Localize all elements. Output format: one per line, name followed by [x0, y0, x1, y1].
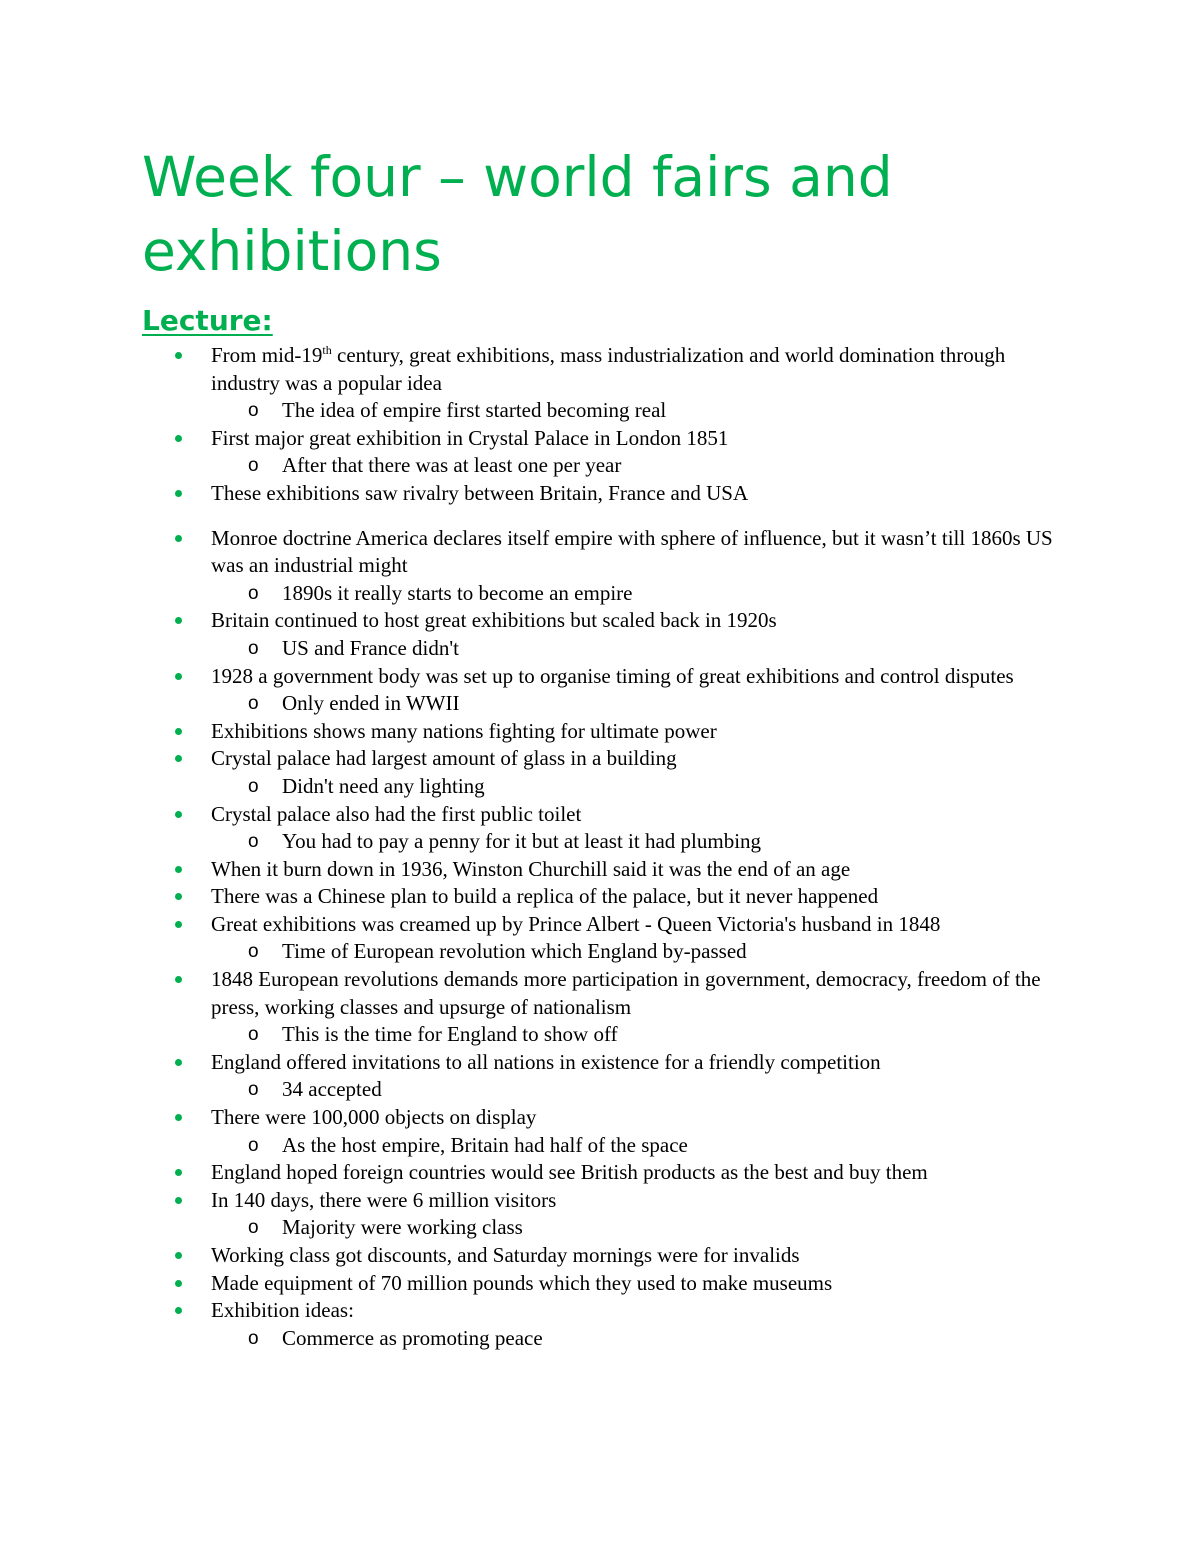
bullet-text: Crystal palace also had the first public toilet: [211, 801, 582, 826]
bullet-dot-icon: [175, 352, 182, 359]
sub-bullet-circle-icon: o: [248, 582, 259, 604]
sub-bullet-circle-icon: o: [248, 831, 259, 853]
bullet-dot-icon: [175, 921, 182, 928]
bullet-text-part: century, great exhibitions, mass industrialization and world domination through industry was a popular idea: [211, 343, 1006, 395]
bullet-item: [0, 1297, 1071, 1325]
bullet-item: [0, 1159, 1071, 1187]
bullet-text: Majority were working class: [282, 1215, 523, 1240]
bullet-text: The idea of empire first started becoming real: [282, 398, 667, 423]
sub-bullet-circle-icon: o: [248, 400, 259, 422]
bullet-text: 34 accepted: [282, 1077, 382, 1102]
bullet-text: Britain continued to host great exhibitions but scaled back in 1920s: [211, 608, 777, 633]
sub-bullet-item: [0, 1325, 1072, 1353]
bullet-item: [0, 718, 1071, 746]
bullet-text: Only ended in WWII: [282, 691, 460, 716]
bullet-item: [0, 966, 1071, 1021]
bullet-dot-icon: [175, 535, 182, 542]
bullet-item: [0, 1049, 1071, 1077]
bullet-dot-icon: [175, 1252, 182, 1259]
bullet-text: England hoped foreign countries would see British products as the best and buy them: [211, 1160, 928, 1185]
bullet-dot-icon: [175, 673, 182, 680]
bullet-dot-icon: [175, 728, 182, 735]
bullet-dot-icon: [175, 1169, 182, 1176]
bullet-text: Working class got discounts, and Saturday mornings were for invalids: [211, 1243, 800, 1267]
bullet-dot-icon: [175, 617, 182, 624]
bullet-item: [0, 856, 1071, 884]
bullet-item: [0, 745, 1071, 773]
bullet-dot-icon: [175, 435, 182, 442]
bullet-text: Exhibition ideas:: [211, 1298, 354, 1323]
sub-bullet-item: [0, 397, 1072, 425]
bullet-dot-icon: [175, 893, 182, 900]
bullet-text: There were 100,000 objects on display: [211, 1105, 537, 1130]
sub-bullet-item: [0, 635, 1072, 663]
bullet-text: 1890s it really starts to become an empire: [282, 580, 633, 605]
sub-bullet-circle-icon: o: [248, 775, 259, 797]
bullet-text: 1928 a government body was set up to organise timing of great exhibitions and control disputes: [211, 663, 1014, 688]
sub-bullet-item: [0, 580, 1072, 608]
bullet-text: This is the time for England to show off: [282, 1022, 618, 1047]
sub-bullet-item: [0, 1076, 1072, 1104]
sub-bullet-item: [0, 1021, 1072, 1049]
bullet-text: Didn't need any lighting: [282, 773, 485, 798]
bullet-text: In 140 days, there were 6 million visitors: [211, 1187, 557, 1212]
bullet-dot-icon: [175, 866, 182, 873]
bullet-item: [0, 480, 1071, 508]
superscript: th: [322, 343, 332, 357]
bullet-text: These exhibitions saw rivalry between Britain, France and USA: [211, 480, 749, 505]
sub-bullet-item: [0, 452, 1072, 480]
bullet-item: [0, 1270, 1071, 1298]
sub-bullet-item: [0, 938, 1072, 966]
bullet-text: When it burn down in 1936, Winston Churchill said it was the end of an age: [211, 856, 851, 881]
sub-bullet-item: [0, 1214, 1072, 1242]
sub-bullet-item: [0, 1132, 1072, 1160]
sub-bullet-item: [0, 773, 1072, 801]
sub-bullet-circle-icon: o: [248, 1134, 259, 1156]
sub-bullet-circle-icon: o: [248, 1217, 259, 1239]
bullet-item: [0, 1104, 1071, 1132]
sub-bullet-item: [0, 690, 1072, 718]
bullet-text: As the host empire, Britain had half of the space: [282, 1132, 688, 1157]
bullet-dot-icon: [175, 1059, 182, 1066]
lecture-notes-list: [0, 342, 1200, 1352]
bullet-item: [0, 1187, 1071, 1215]
bullet-item: [0, 607, 1071, 635]
sub-bullet-circle-icon: o: [248, 1024, 259, 1046]
sub-bullet-circle-icon: o: [248, 1079, 259, 1101]
bullet-text: England offered invitations to all nations in existence for a friendly competition: [211, 1049, 881, 1074]
bullet-text: Exhibitions shows many nations fighting for ultimate power: [211, 718, 717, 743]
bullet-dot-icon: [175, 490, 182, 497]
sub-bullet-circle-icon: o: [248, 637, 259, 659]
bullet-dot-icon: [175, 1280, 182, 1287]
bullet-item: [0, 1242, 1071, 1270]
bullet-item: [0, 883, 1071, 911]
bullet-text: Crystal palace had largest amount of glass in a building: [211, 746, 677, 771]
bullet-text-part: From mid-19: [211, 343, 323, 367]
bullet-dot-icon: [175, 811, 182, 818]
bullet-dot-icon: [175, 1307, 182, 1314]
section-heading-lecture: Lecture:: [142, 304, 273, 337]
sub-bullet-circle-icon: o: [248, 941, 259, 963]
bullet-dot-icon: [175, 1114, 182, 1121]
bullet-text: 1848 European revolutions demands more participation in government, democracy, freedom of the press, working classes and upsurge of nationalism: [211, 967, 1041, 1019]
bullet-dot-icon: [175, 976, 182, 983]
bullet-item: [0, 342, 1071, 397]
bullet-dot-icon: [175, 1197, 182, 1204]
bullet-item: [0, 663, 1071, 691]
bullet-item: [0, 911, 1071, 939]
bullet-text: Time of European revolution which England by-passed: [282, 939, 747, 964]
bullet-text: You had to pay a penny for it but at least it had plumbing: [282, 829, 762, 854]
sub-bullet-circle-icon: o: [248, 1327, 259, 1349]
bullet-text: Commerce as promoting peace: [282, 1325, 543, 1350]
bullet-item: [0, 801, 1071, 829]
sub-bullet-item: [0, 828, 1072, 856]
sub-bullet-circle-icon: o: [248, 693, 259, 715]
bullet-text: After that there was at least one per year: [282, 453, 622, 478]
bullet-item: [0, 525, 1071, 580]
bullet-text: Made equipment of 70 million pounds which they used to make museums: [211, 1270, 833, 1295]
bullet-text: US and France didn't: [282, 635, 460, 660]
bullet-text: There was a Chinese plan to build a replica of the palace, but it never happened: [211, 884, 879, 909]
bullet-item: [0, 425, 1071, 453]
page-title: Week four – world fairs and exhibitions: [142, 145, 893, 283]
bullet-text: Monroe doctrine America declares itself empire with sphere of influence, but it wasn’t till 1860s US was an industrial might: [211, 525, 1053, 578]
bullet-text: Great exhibitions was creamed up by Prince Albert - Queen Victoria's husband in 1848: [211, 911, 941, 936]
bullet-text: First major great exhibition in Crystal Palace in London 1851: [211, 425, 729, 450]
sub-bullet-circle-icon: o: [248, 455, 259, 477]
bullet-dot-icon: [175, 755, 182, 762]
bullet-text: [211, 343, 1005, 395]
